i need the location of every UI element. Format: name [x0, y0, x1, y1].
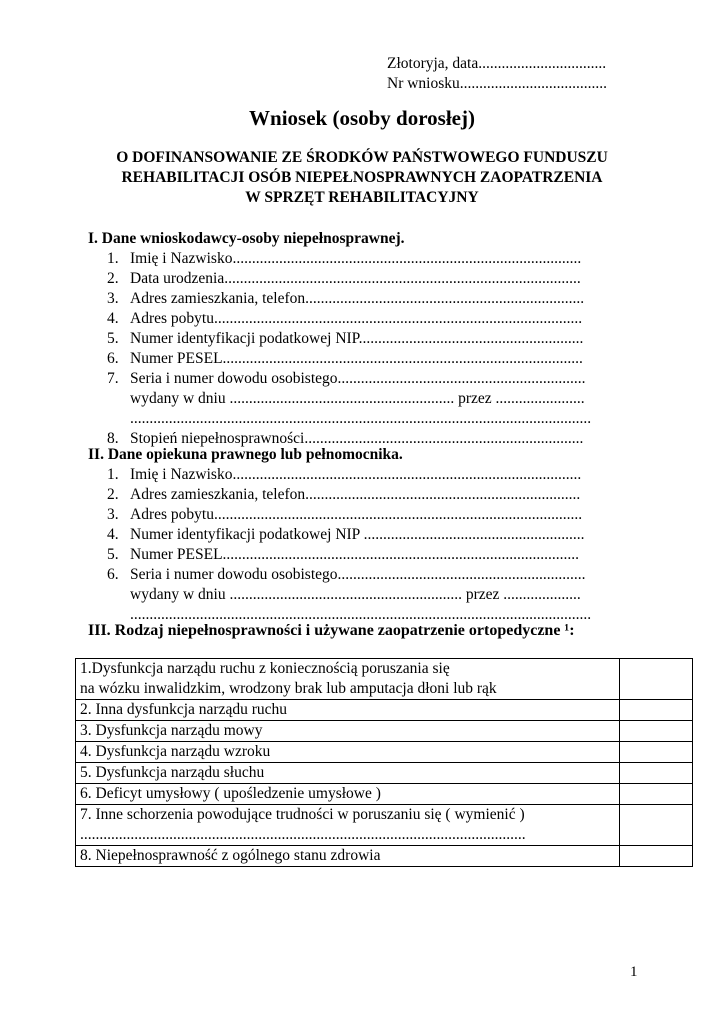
- s1-field-id-card: [107, 370, 586, 388]
- subtitle-line: O DOFINANSOWANIE ZE ŚRODKÓW PAŃSTWOWEGO FUNDUSZU: [116, 149, 608, 166]
- s1-issued-line: wydany w dniu .......................................................... przez .......................: [130, 390, 585, 407]
- item-number: 8.: [107, 430, 119, 447]
- item-number: 4.: [107, 310, 119, 327]
- item-number: 5.: [107, 546, 119, 563]
- check-box[interactable]: [620, 784, 693, 805]
- item-label: Data urodzenia............................................................................................: [130, 270, 581, 287]
- s1-field-residence: [107, 310, 582, 328]
- item-number: 7.: [107, 370, 119, 387]
- disability-label: 3. Dysfunkcja narządu mowy: [76, 721, 620, 742]
- subtitle-line: W SPRZĘT REHABILITACYJNY: [245, 189, 479, 206]
- item-number: 5.: [107, 330, 119, 347]
- table-row: [76, 721, 693, 742]
- table-row: [76, 784, 693, 805]
- table-row: [76, 805, 693, 846]
- table-row: [76, 742, 693, 763]
- s2-issued-line: wydany w dniu ............................................................ przez ....................: [130, 586, 581, 603]
- item-label: Adres pobytu...............................................................................................: [130, 310, 583, 327]
- disability-label: 5. Dysfunkcja narządu słuchu: [76, 763, 620, 784]
- item-label: Adres pobytu...............................................................................................: [130, 506, 583, 523]
- check-box[interactable]: [620, 805, 693, 846]
- item-number: 3.: [107, 506, 119, 523]
- check-box[interactable]: [620, 763, 693, 784]
- item-label: Imię i Nazwisko..........................................................................................: [130, 250, 582, 267]
- check-box[interactable]: [620, 742, 693, 763]
- item-label: Seria i numer dowodu osobistego................................................................: [130, 566, 586, 583]
- s2-field-nip: [107, 526, 584, 544]
- table-row: [76, 846, 693, 867]
- check-box[interactable]: [620, 700, 693, 721]
- application-number-field: Nr wniosku......................................: [387, 75, 608, 92]
- disability-table: [75, 658, 693, 867]
- s1-field-pesel: [107, 350, 583, 368]
- section1-heading: I. Dane wnioskodawcy-osoby niepełnosprawnej.: [88, 230, 405, 247]
- item-number: 6.: [107, 350, 119, 367]
- item-number: 2.: [107, 486, 119, 503]
- check-box[interactable]: [620, 659, 693, 700]
- row-text: 7. Inne schorzenia powodujące trudności w poruszaniu się ( wymienić ): [80, 806, 525, 823]
- table-row: [76, 700, 693, 721]
- item-label: Numer identyfikacji podatkowej NIP .........................................................: [130, 526, 585, 543]
- s2-field-residence: [107, 506, 582, 524]
- item-number: 1.: [107, 250, 119, 267]
- item-number: 2.: [107, 270, 119, 287]
- disability-label: 2. Inna dysfunkcja narządu ruchu: [76, 700, 620, 721]
- row-text: ...................................................................................................................: [80, 826, 526, 843]
- s2-dots-line: .......................................................................................................................: [130, 606, 592, 623]
- item-label: Stopień niepełnosprawności........................................................................: [130, 430, 584, 447]
- item-number: 1.: [107, 466, 119, 483]
- table-row: [76, 659, 693, 700]
- s2-field-id-card: [107, 566, 586, 584]
- item-label: Adres zamieszkania, telefon.......................................................................: [130, 486, 581, 503]
- item-label: Numer PESEL............................................................................................: [130, 546, 580, 563]
- subtitle-line: REHABILITACJI OSÓB NIEPEŁNOSPRAWNYCH ZAOPATRZENIA: [121, 169, 603, 186]
- s1-field-nip: [107, 330, 583, 348]
- place-date-field: Złotoryja, data.................................: [387, 55, 607, 72]
- item-label: Numer identyfikacji podatkowej NIP..........................................................: [130, 330, 584, 347]
- disability-label: 8. Niepełnosprawność z ogólnego stanu zdrowia: [76, 846, 620, 867]
- item-label: Adres zamieszkania, telefon........................................................................: [130, 290, 585, 307]
- item-label: Imię i Nazwisko..........................................................................................: [130, 466, 582, 483]
- disability-label: [76, 659, 620, 700]
- section2-heading: II. Dane opiekuna prawnego lub pełnomocnika.: [88, 446, 403, 463]
- item-label: Numer PESEL.............................................................................................: [130, 350, 583, 367]
- s2-field-pesel: [107, 546, 579, 564]
- page-number: 1: [630, 964, 638, 980]
- disability-label: 6. Deficyt umysłowy ( upośledzenie umysłowe ): [76, 784, 620, 805]
- row-text: 1.Dysfunkcja narządu ruchu z koniecznością poruszania się: [80, 660, 450, 677]
- disability-label: [76, 805, 620, 846]
- row-text: na wózku inwalidzkim, wrodzony brak lub amputacja dłoni lub rąk: [80, 680, 497, 697]
- header-block: [387, 54, 607, 94]
- item-number: 4.: [107, 526, 119, 543]
- s1-dots-line: .......................................................................................................................: [130, 410, 592, 427]
- s2-field-name: [107, 466, 581, 484]
- table-row: [76, 763, 693, 784]
- item-number: 3.: [107, 290, 119, 307]
- item-number: 6.: [107, 566, 119, 583]
- s2-field-address: [107, 486, 580, 504]
- item-label: Seria i numer dowodu osobistego................................................................: [130, 370, 586, 387]
- section3-heading: III. Rodzaj niepełnosprawności i używane zaopatrzenie ortopedyczne ¹:: [88, 622, 575, 639]
- document-subtitle: [0, 148, 724, 208]
- s1-field-name: [107, 250, 581, 268]
- disability-label: 4. Dysfunkcja narządu wzroku: [76, 742, 620, 763]
- check-box[interactable]: [620, 721, 693, 742]
- document-title: Wniosek (osoby dorosłej): [249, 106, 475, 130]
- s1-field-address: [107, 290, 584, 308]
- s1-field-birthdate: [107, 270, 581, 288]
- check-box[interactable]: [620, 846, 693, 867]
